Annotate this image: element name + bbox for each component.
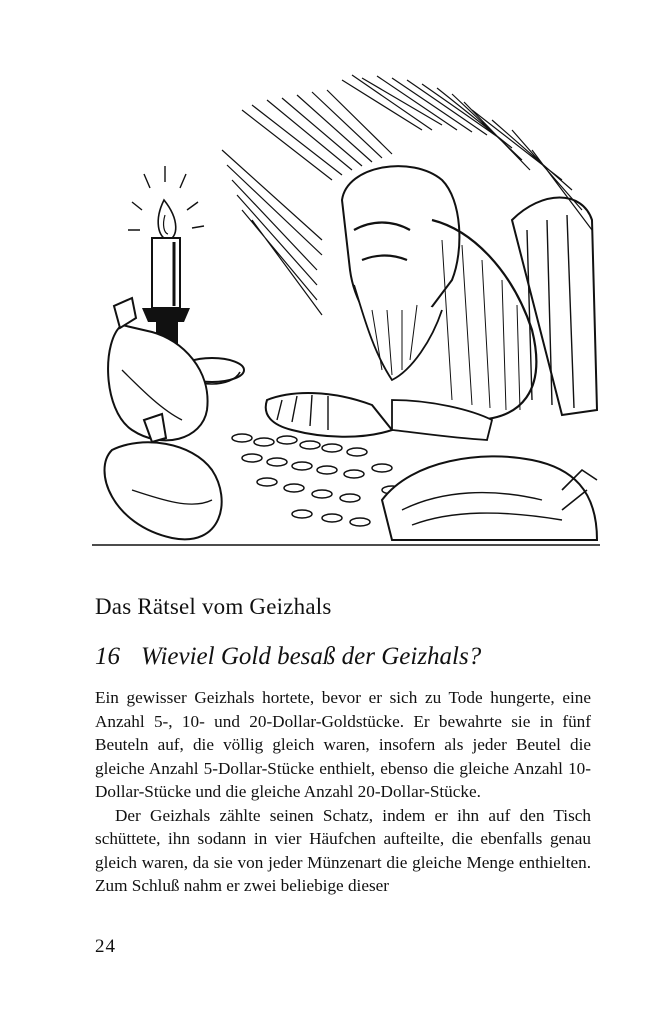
page-number: 24 bbox=[95, 936, 116, 957]
chapter-title: Das Rätsel vom Geizhals bbox=[95, 594, 332, 619]
paragraph-2: Der Geizhals zählte seinen Schatz, indem er ihn auf den Tisch schüttete, ihn sodann in vier Häufchen aufteilte, die ebenfalls genau gleich waren, da sie von jeder Münzenart die gleiche Menge enthielten. Zum Schluß nahm er zwei beliebige dieser bbox=[95, 805, 591, 895]
miser-illustration bbox=[92, 70, 600, 550]
puzzle-title: Wieviel Gold besaß der Geizhals? bbox=[141, 643, 482, 670]
puzzle-number: 16 bbox=[95, 643, 120, 670]
coins bbox=[232, 434, 402, 526]
puzzle-heading bbox=[95, 643, 481, 671]
body-text bbox=[95, 686, 591, 898]
paragraph-1: Ein gewisser Geizhals hortete, bevor er sich zu Tode hungerte, eine Anzahl 5-, 10- und 20-Dollar-Goldstücke. Er bewahrte sie in fünf Beuteln auf, die völlig gleich waren, insofern als jeder Beutel die gleiche Anzahl 5-Dollar-Stücke enthielt, ebenso die gleiche Anzahl 10-Dollar-Stücke und die gleiche Anzahl 20-Dollar-Stücke. bbox=[95, 688, 591, 801]
miser-figure bbox=[266, 166, 537, 440]
